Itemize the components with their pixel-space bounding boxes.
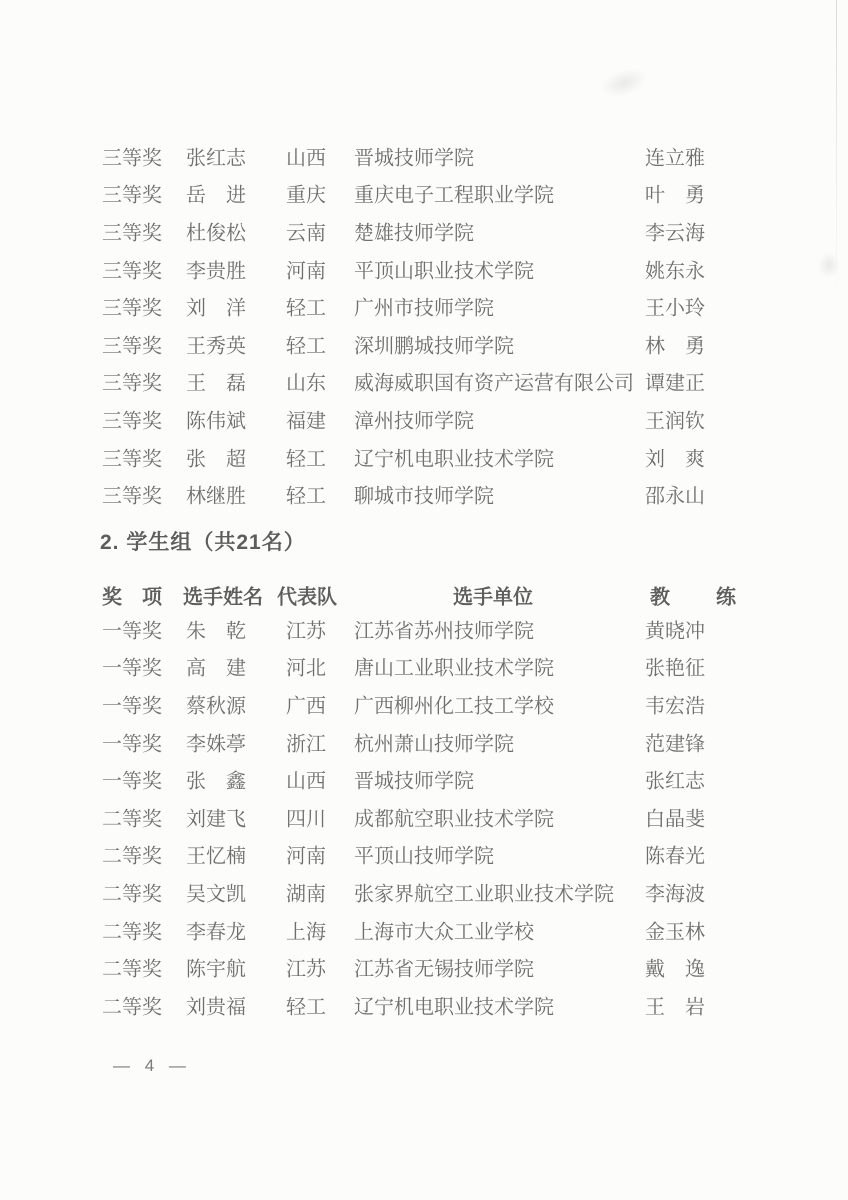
institution-cell: 聊城市技师学院 xyxy=(354,485,494,508)
award-rank-cell: 二等奖 xyxy=(102,883,162,906)
delegation-cell: 河南 xyxy=(286,845,326,868)
award-rank-cell: 一等奖 xyxy=(102,733,162,756)
coach-name-cell: 黄晓冲 xyxy=(645,620,705,643)
student-group-section-title: 2. 学生组（共21名） xyxy=(100,531,306,554)
table-row xyxy=(0,325,848,363)
contestant-name-cell: 王忆楠 xyxy=(186,845,246,868)
table-row xyxy=(0,287,848,325)
coach-name-cell: 张艳征 xyxy=(645,657,705,680)
coach-name-cell: 刘 爽 xyxy=(645,448,705,471)
award-rank-cell: 二等奖 xyxy=(102,958,162,981)
table-row xyxy=(0,475,848,513)
coach-name-cell: 王 岩 xyxy=(645,996,705,1019)
contestant-name-cell: 蔡秋源 xyxy=(186,695,246,718)
page-number: — 4 — xyxy=(113,1056,186,1075)
table-row xyxy=(0,986,848,1024)
award-rank-cell: 一等奖 xyxy=(102,657,162,680)
institution-cell: 张家界航空工业职业技术学院 xyxy=(354,883,614,906)
contestant-name-cell: 刘建飞 xyxy=(186,808,246,831)
institution-cell: 江苏省苏州技师学院 xyxy=(354,620,534,643)
institution-cell: 晋城技师学院 xyxy=(354,147,474,170)
coach-name-cell: 连立雅 xyxy=(645,147,705,170)
contestant-name-cell: 吴文凯 xyxy=(186,883,246,906)
table-row xyxy=(0,873,848,911)
award-rank-cell: 二等奖 xyxy=(102,808,162,831)
header-delegation: 代表队 xyxy=(277,586,337,609)
contestant-name-cell: 李春龙 xyxy=(186,921,246,944)
institution-cell: 楚雄技师学院 xyxy=(354,222,474,245)
table-header-row xyxy=(0,577,848,613)
delegation-cell: 轻工 xyxy=(286,448,326,471)
institution-cell: 上海市大众工业学校 xyxy=(354,921,534,944)
institution-cell: 漳州技师学院 xyxy=(354,410,474,433)
institution-cell: 威海威职国有资产运营有限公司 xyxy=(354,372,634,395)
contestant-name-cell: 杜俊松 xyxy=(186,222,246,245)
delegation-cell: 河南 xyxy=(286,260,326,283)
delegation-cell: 湖南 xyxy=(286,883,326,906)
award-rank-cell: 三等奖 xyxy=(102,297,162,320)
institution-cell: 杭州萧山技师学院 xyxy=(354,733,514,756)
header-coach: 教 练 xyxy=(650,586,736,609)
table-row xyxy=(0,648,848,686)
coach-name-cell: 叶 勇 xyxy=(645,184,705,207)
coach-name-cell: 戴 逸 xyxy=(645,958,705,981)
contestant-name-cell: 张 鑫 xyxy=(186,770,246,793)
award-rank-cell: 三等奖 xyxy=(102,260,162,283)
award-rank-cell: 三等奖 xyxy=(102,184,162,207)
award-rank-cell: 二等奖 xyxy=(102,845,162,868)
contestant-name-cell: 张 超 xyxy=(186,448,246,471)
institution-cell: 广西柳州化工技工学校 xyxy=(354,695,554,718)
table-row xyxy=(0,948,848,986)
coach-name-cell: 金玉林 xyxy=(645,921,705,944)
table-row xyxy=(0,836,848,874)
coach-name-cell: 谭建正 xyxy=(645,372,705,395)
contestant-name-cell: 刘贵福 xyxy=(186,996,246,1019)
table-row xyxy=(0,175,848,213)
scan-smudge xyxy=(597,63,651,103)
institution-cell: 平顶山技师学院 xyxy=(354,845,494,868)
delegation-cell: 轻工 xyxy=(286,297,326,320)
contestant-name-cell: 陈伟斌 xyxy=(186,410,246,433)
institution-cell: 辽宁机电职业技术学院 xyxy=(354,996,554,1019)
table-row xyxy=(0,723,848,761)
coach-name-cell: 张红志 xyxy=(645,770,705,793)
delegation-cell: 上海 xyxy=(286,921,326,944)
award-rank-cell: 二等奖 xyxy=(102,921,162,944)
table-row xyxy=(0,363,848,401)
award-rank-cell: 三等奖 xyxy=(102,335,162,358)
delegation-cell: 山西 xyxy=(286,770,326,793)
coach-name-cell: 李云海 xyxy=(645,222,705,245)
award-rank-cell: 三等奖 xyxy=(102,372,162,395)
coach-name-cell: 陈春光 xyxy=(645,845,705,868)
contestant-name-cell: 高 建 xyxy=(186,657,246,680)
table-row xyxy=(0,212,848,250)
delegation-cell: 轻工 xyxy=(286,485,326,508)
contestant-name-cell: 岳 进 xyxy=(186,184,246,207)
delegation-cell: 轻工 xyxy=(286,335,326,358)
contestant-name-cell: 陈宇航 xyxy=(186,958,246,981)
institution-cell: 唐山工业职业技术学院 xyxy=(354,657,554,680)
third-prize-continued-list xyxy=(0,137,848,513)
contestant-name-cell: 张红志 xyxy=(186,147,246,170)
award-rank-cell: 二等奖 xyxy=(102,996,162,1019)
award-rank-cell: 三等奖 xyxy=(102,147,162,170)
header-award-rank: 奖 项 xyxy=(102,586,162,609)
coach-name-cell: 邵永山 xyxy=(645,485,705,508)
award-rank-cell: 三等奖 xyxy=(102,410,162,433)
table-row xyxy=(0,760,848,798)
coach-name-cell: 韦宏浩 xyxy=(645,695,705,718)
coach-name-cell: 姚东永 xyxy=(645,260,705,283)
table-row xyxy=(0,400,848,438)
delegation-cell: 浙江 xyxy=(286,733,326,756)
institution-cell: 辽宁机电职业技术学院 xyxy=(354,448,554,471)
award-rank-cell: 三等奖 xyxy=(102,448,162,471)
table-row xyxy=(0,685,848,723)
delegation-cell: 重庆 xyxy=(286,184,326,207)
coach-name-cell: 白晶斐 xyxy=(645,808,705,831)
delegation-cell: 轻工 xyxy=(286,996,326,1019)
coach-name-cell: 范建锋 xyxy=(645,733,705,756)
delegation-cell: 河北 xyxy=(286,657,326,680)
table-row xyxy=(0,798,848,836)
delegation-cell: 山东 xyxy=(286,372,326,395)
contestant-name-cell: 李贵胜 xyxy=(186,260,246,283)
delegation-cell: 广西 xyxy=(286,695,326,718)
contestant-name-cell: 林继胜 xyxy=(186,485,246,508)
delegation-cell: 福建 xyxy=(286,410,326,433)
institution-cell: 重庆电子工程职业学院 xyxy=(354,184,554,207)
institution-cell: 成都航空职业技术学院 xyxy=(354,808,554,831)
institution-cell: 深圳鹏城技师学院 xyxy=(354,335,514,358)
table-row xyxy=(0,250,848,288)
award-rank-cell: 一等奖 xyxy=(102,695,162,718)
award-rank-cell: 一等奖 xyxy=(102,770,162,793)
table-row xyxy=(0,137,848,175)
table-row xyxy=(0,911,848,949)
delegation-cell: 山西 xyxy=(286,147,326,170)
award-rank-cell: 三等奖 xyxy=(102,485,162,508)
institution-cell: 平顶山职业技术学院 xyxy=(354,260,534,283)
award-rank-cell: 三等奖 xyxy=(102,222,162,245)
contestant-name-cell: 朱 乾 xyxy=(186,620,246,643)
delegation-cell: 江苏 xyxy=(286,958,326,981)
contestant-name-cell: 王秀英 xyxy=(186,335,246,358)
coach-name-cell: 林 勇 xyxy=(645,335,705,358)
table-row xyxy=(0,610,848,648)
award-rank-cell: 一等奖 xyxy=(102,620,162,643)
coach-name-cell: 李海波 xyxy=(645,883,705,906)
table-row xyxy=(0,438,848,476)
header-institution: 选手单位 xyxy=(453,586,533,609)
coach-name-cell: 王小玲 xyxy=(645,297,705,320)
contestant-name-cell: 刘 洋 xyxy=(186,297,246,320)
coach-name-cell: 王润钦 xyxy=(645,410,705,433)
delegation-cell: 云南 xyxy=(286,222,326,245)
institution-cell: 晋城技师学院 xyxy=(354,770,474,793)
contestant-name-cell: 李姝葶 xyxy=(186,733,246,756)
header-contestant-name: 选手姓名 xyxy=(183,586,263,609)
institution-cell: 江苏省无锡技师学院 xyxy=(354,958,534,981)
student-group-list xyxy=(0,610,848,1024)
institution-cell: 广州市技师学院 xyxy=(354,297,494,320)
contestant-name-cell: 王 磊 xyxy=(186,372,246,395)
delegation-cell: 江苏 xyxy=(286,620,326,643)
delegation-cell: 四川 xyxy=(286,808,326,831)
